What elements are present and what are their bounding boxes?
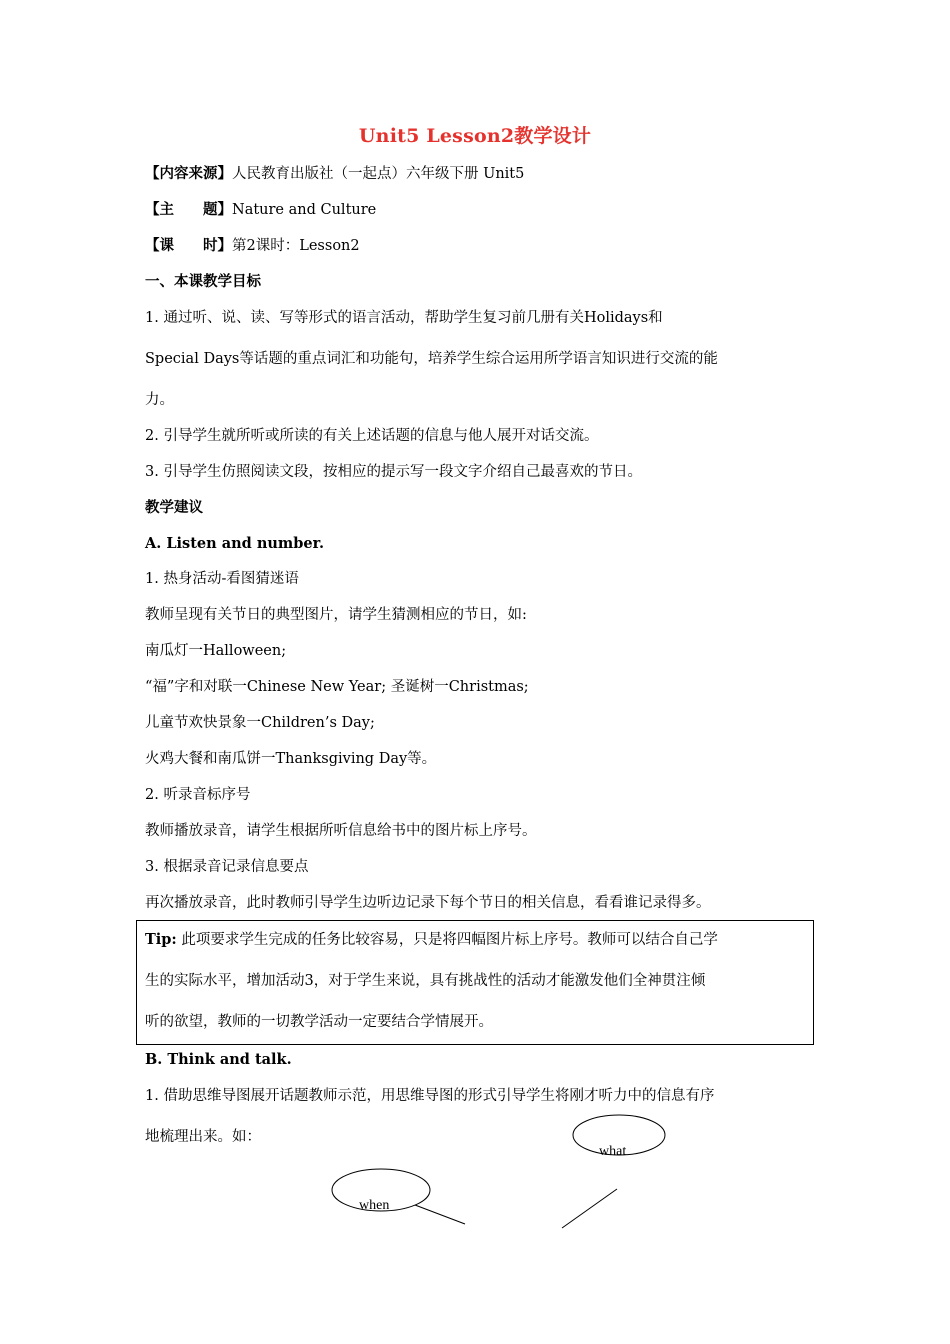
source-label: 【内容来源】 (145, 165, 232, 182)
goal-1-line-2: Special Days等话题的重点词汇和功能句，培养学生综合运用所学语言知识进行交流的能 (145, 351, 718, 367)
example-thanksgiving: 火鸡大餐和南瓜饼一Thanksgiving Day等。 (145, 751, 437, 767)
what-node-label: what (599, 1144, 627, 1159)
example-new-year-christmas: “福”字和对联一Chinese New Year; 圣诞树一Christmas; (145, 679, 529, 695)
what-connector-line (562, 1189, 617, 1228)
tip-line-3: 听的欲望，教师的一切教学活动一定要结合学情展开。 (145, 1014, 493, 1030)
step-2-description: 教师播放录音，请学生根据所听信息给书中的图片标上序号。 (145, 823, 537, 839)
step-2-heading: 2. 听录音标序号 (145, 787, 251, 803)
section-heading-goals: 一、本课教学目标 (145, 273, 261, 290)
tip-line-1 (145, 930, 718, 950)
when-node-label: when (359, 1198, 390, 1213)
step-3-description: 再次播放录音，此时教师引导学生边听边记录下每个节日的相关信息，看看谁记录得多。 (145, 895, 711, 911)
tip-label: Tip: (145, 931, 177, 948)
period-value: 第2课时：Lesson2 (232, 238, 360, 254)
theme-value: Nature and Culture (232, 202, 377, 218)
section-heading-suggestions: 教学建议 (145, 499, 203, 516)
tip-line-2: 生的实际水平，增加活动3，对于学生来说，具有挑战性的活动才能激发他们全神贯注倾 (145, 973, 706, 989)
goal-3: 3. 引导学生仿照阅读文段，按相应的提示写一段文字介绍自己最喜欢的节日。 (145, 464, 642, 480)
tip-box (136, 920, 814, 1045)
meta-period (145, 236, 360, 256)
theme-label: 【主 题】 (145, 201, 232, 218)
step-3-heading: 3. 根据录音记录信息要点 (145, 859, 309, 875)
meta-source (145, 164, 524, 184)
mind-map-diagram (300, 1105, 720, 1245)
step-1-description: 教师呈现有关节日的典型图片，请学生猜测相应的节日，如: (145, 607, 527, 623)
tip-text-1: 此项要求学生完成的任务比较容易，只是将四幅图片标上序号。教师可以结合自己学 (181, 932, 718, 948)
part-b-step-1-line-2: 地梳理出来。如： (145, 1129, 261, 1145)
part-b-step-1-line-1: 1. 借助思维导图展开话题教师示范，用思维导图的形式引导学生将刚才听力中的信息有序 (145, 1088, 715, 1104)
part-a-heading: A. Listen and number. (145, 535, 324, 552)
example-childrens-day: 儿童节欢快景象一Children’s Day; (145, 715, 375, 731)
period-label: 【课 时】 (145, 237, 232, 254)
meta-theme (145, 200, 376, 220)
part-b-heading: B. Think and talk. (145, 1051, 292, 1068)
goal-1-line-1: 1. 通过听、说、读、写等形式的语言活动，帮助学生复习前几册有关Holidays和 (145, 310, 663, 326)
document-title: Unit5 Lesson2教学设计 (358, 125, 592, 147)
step-1-heading: 1. 热身活动-看图猜迷语 (145, 571, 299, 587)
when-connector-line (415, 1205, 465, 1224)
goal-2: 2. 引导学生就所听或所读的有关上述话题的信息与他人展开对话交流。 (145, 428, 599, 444)
example-halloween: 南瓜灯一Halloween; (145, 643, 287, 659)
goal-1-line-3: 力。 (145, 392, 174, 408)
source-value: 人民教育出版社（一起点）六年级下册 Unit5 (232, 166, 525, 182)
